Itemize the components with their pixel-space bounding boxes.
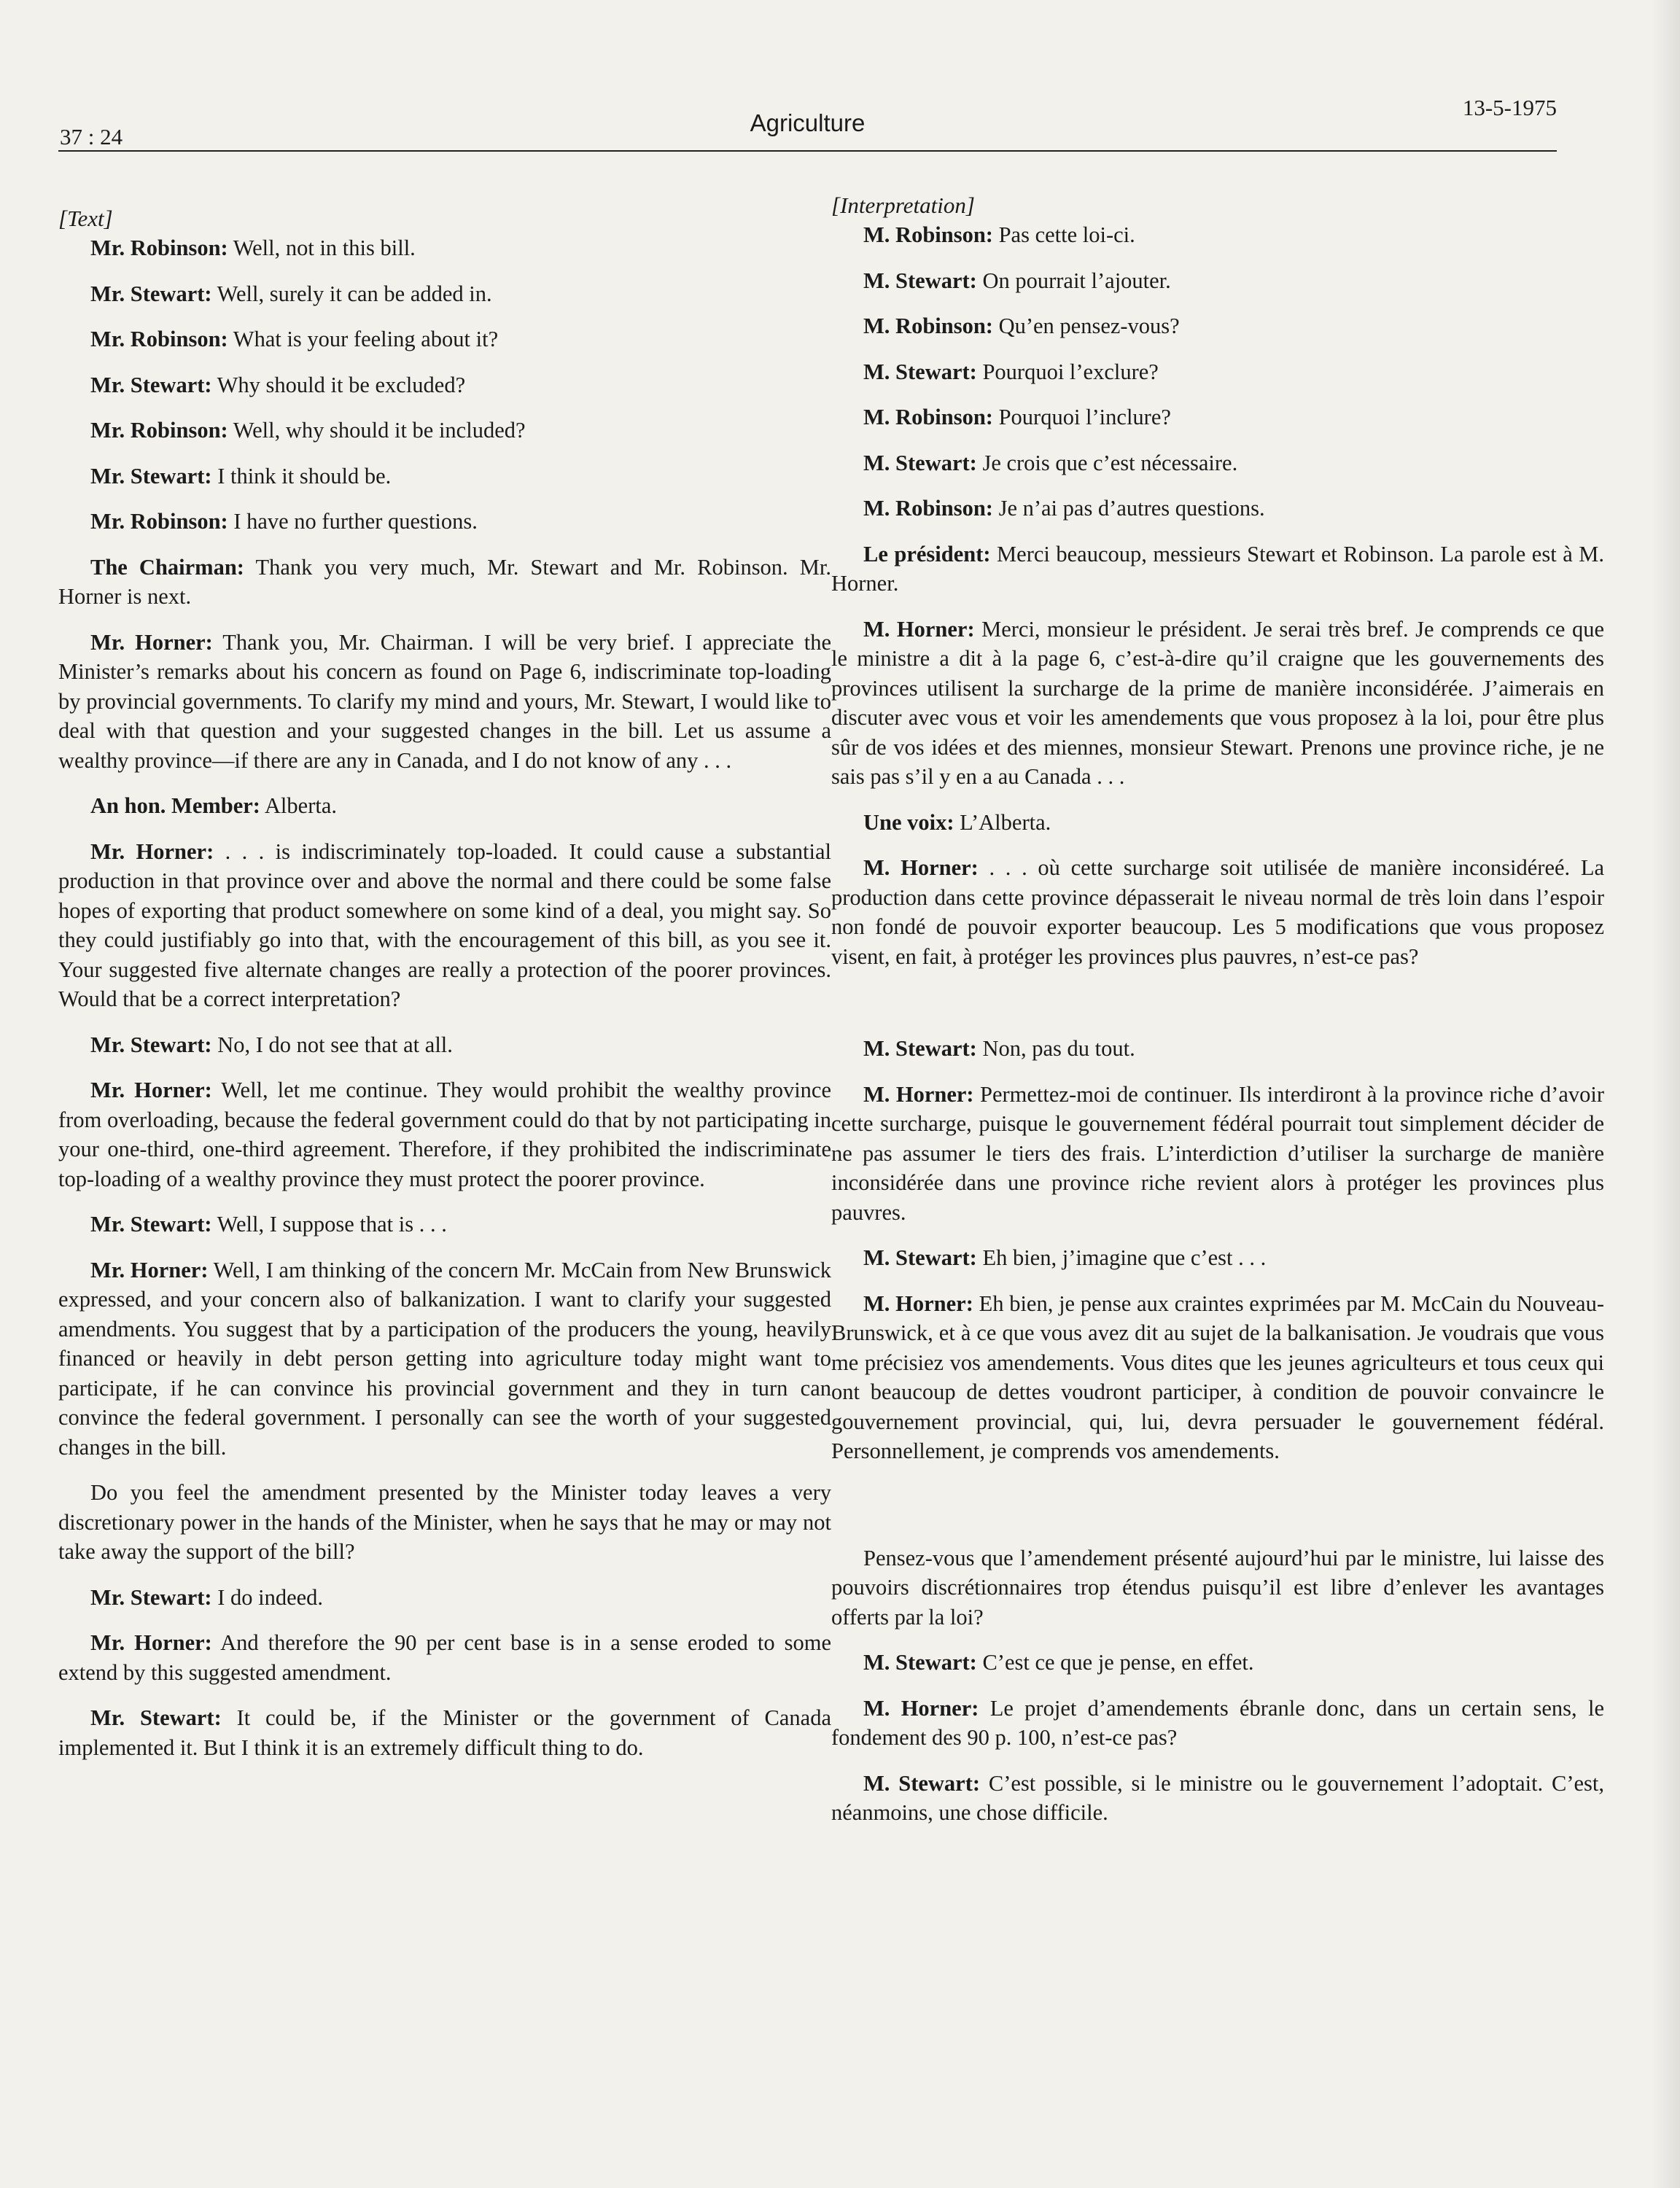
speech-text: Pourquoi l’exclure? <box>976 359 1159 384</box>
transcript-paragraph <box>58 233 831 263</box>
transcript-paragraph <box>831 615 1604 792</box>
speech-text: Eh bien, je pense aux craintes exprimées par M. McCain du Nouveau-Brunswick, et à ce que vous avez dit au sujet de la balkanisation. Je voudrais que vous me précisiez vos amendements. Vous dites que les jeunes agriculteurs et tous ceux qui ont beaucoup de dettes voudront participer, à condition de pouvoir convaincre le gouvernement provincial, qui, lui, devra persuader le gouvernement fédéral. Personnellement, je comprends vos amendements. <box>831 1290 1605 1463</box>
speaker-name: Mr. Robinson: <box>90 418 228 443</box>
speaker-name: Mr. Horner: <box>90 1078 212 1102</box>
page-title: Agriculture <box>750 109 866 136</box>
speech-text: . . . où cette surcharge soit utilisée de manière inconsidéreé. La production dans cette province dépasserait le niveau normal de très loin dans l’espoir non fondé de pouvoir exporter beaucoup. Les 5 modifications que vous proposez visent, en fait, à protéger les provinces plus pauvres, n’est-ce pas? <box>831 855 1604 969</box>
transcript-paragraph <box>831 808 1604 838</box>
speaker-name: Mr. Robinson: <box>90 327 228 351</box>
speaker-name: Mr. Horner: <box>90 629 213 655</box>
speech-text: C’est ce que je pense, en effet. <box>976 1650 1254 1675</box>
transcript-paragraph <box>831 220 1604 250</box>
page-header <box>58 95 1557 152</box>
transcript-paragraph <box>831 1543 1604 1632</box>
transcript-paragraph <box>831 540 1604 599</box>
speaker-name: An hon. Member: <box>90 793 260 818</box>
speech-text: I have no further questions. <box>228 509 478 534</box>
speaker-name: The Chairman: <box>90 554 244 580</box>
speaker-name: M. Horner: <box>863 1081 974 1107</box>
speech-text: Well, I suppose that is . . . <box>211 1212 447 1237</box>
transcript-paragraph <box>58 1628 831 1687</box>
speaker-name: Mr. Robinson: <box>90 235 228 260</box>
transcript-paragraph <box>58 324 831 354</box>
transcript-paragraph <box>58 1703 831 1762</box>
speaker-name: M. Stewart: <box>863 268 977 293</box>
speech-text: Qu’en pensez-vous? <box>992 314 1180 338</box>
column-spacer <box>831 1482 1604 1543</box>
speaker-name: M. Horner: <box>863 1290 973 1316</box>
transcript-paragraph <box>58 1030 831 1060</box>
transcript-paragraph <box>58 837 831 1014</box>
speech-text: Why should it be excluded? <box>211 372 466 397</box>
transcript-paragraph <box>831 494 1604 523</box>
transcript-paragraph <box>58 628 831 776</box>
section-label-interpretation: [Interpretation] <box>831 192 975 218</box>
speaker-name: Une voix: <box>863 809 954 835</box>
speech-text: Well, not in this bill. <box>228 235 416 260</box>
transcript-paragraph <box>831 1694 1604 1753</box>
speaker-name: M. Stewart: <box>863 359 977 384</box>
column-spacer <box>831 987 1604 1034</box>
speaker-name: Mr. Stewart: <box>90 1032 212 1057</box>
page-date: 13-5-1975 <box>1462 95 1557 120</box>
transcript-paragraph <box>58 1583 831 1613</box>
speaker-name: M. Stewart: <box>863 450 977 475</box>
transcript-paragraph <box>58 1478 831 1567</box>
speaker-name: M. Robinson: <box>863 496 993 521</box>
speech-text: Thank you very much, Mr. Stewart and Mr. Robinson. Mr. Horner is next. <box>58 554 831 609</box>
speaker-name: Mr. Horner: <box>90 1257 209 1282</box>
speaker-name: M. Stewart: <box>863 1650 977 1675</box>
speech-text: Well, let me continue. They would prohibit the wealthy province from overloading, because the federal government could do that by not participating in your one-third, one-third agreement. Therefore, if they prohibited the indiscriminate top-loading of a wealthy province they must protect the poorer province. <box>58 1078 832 1191</box>
speech-text: Pensez-vous que l’amendement présenté aujourd’hui par le ministre, lui laisse des pouvoirs discrétionnaires trop étendus puisqu’il est libre d’enlever les avantages offerts par la loi? <box>831 1545 1604 1630</box>
speaker-name: M. Stewart: <box>863 1245 977 1270</box>
speech-text: What is your feeling about it? <box>228 327 499 351</box>
speech-text: Je n’ai pas d’autres questions. <box>992 496 1265 521</box>
speaker-name: Mr. Horner: <box>90 1630 212 1655</box>
transcript-paragraph <box>831 448 1604 478</box>
page-number: 37 : 24 <box>60 124 123 149</box>
section-label-text: [Text] <box>58 206 113 231</box>
speech-text: . . . is indiscriminately top-loaded. It could cause a substantial production in that province over and above the normal and there could be some false hopes of exporting that product somewhere on some kind of a deal, you might say. So they could justifiably go into that, with the encouragement of this bill, as you see it. Your suggested five alternate changes are really a protection of the poorer provinces. Would that be a correct interpretation? <box>58 838 831 1011</box>
page-binding-shadow <box>1651 0 1680 2188</box>
speech-text: Merci beaucoup, messieurs Stewart et Robinson. La parole est à M. Horner. <box>831 541 1604 596</box>
speech-text: And therefore the 90 per cent base is in a sense eroded to some extend by this suggested amendment. <box>58 1630 831 1685</box>
transcript-paragraph <box>831 1769 1604 1828</box>
speaker-name: M. Stewart: <box>863 1036 977 1061</box>
speaker-name: M. Horner: <box>863 616 975 642</box>
speaker-name: Mr. Horner: <box>90 838 214 864</box>
english-column <box>58 204 831 1778</box>
transcript-paragraph <box>831 1080 1604 1228</box>
speaker-name: Le président: <box>863 541 991 567</box>
transcript-paragraph <box>831 853 1604 971</box>
transcript-paragraph <box>831 311 1604 341</box>
speaker-name: Mr. Stewart: <box>90 1584 212 1610</box>
speaker-name: Mr. Stewart: <box>90 372 212 397</box>
transcript-paragraph <box>831 1243 1604 1273</box>
transcript-paragraph <box>58 1210 831 1239</box>
speech-text: Well, surely it can be added in. <box>211 281 492 306</box>
transcript-paragraph <box>831 1289 1604 1466</box>
transcript-paragraph <box>58 1075 831 1194</box>
transcript-paragraph <box>831 357 1604 387</box>
speaker-name: M. Stewart: <box>863 1770 981 1796</box>
transcript-paragraph <box>58 553 831 612</box>
transcript-paragraph <box>58 1255 831 1463</box>
speech-text: Pourquoi l’inclure? <box>992 405 1171 429</box>
speaker-name: M. Horner: <box>863 855 979 880</box>
transcript-paragraph <box>831 266 1604 296</box>
speaker-name: M. Robinson: <box>863 405 993 429</box>
speech-text: C’est possible, si le ministre ou le gouvernement l’adoptait. C’est, néanmoins, une chose difficile. <box>831 1770 1605 1825</box>
transcript-paragraph <box>831 402 1604 432</box>
speaker-name: M. Horner: <box>863 1695 979 1721</box>
speech-text: Pas cette loi-ci. <box>992 222 1135 247</box>
transcript-paragraph <box>58 507 831 537</box>
speech-text: No, I do not see that at all. <box>211 1032 453 1057</box>
transcript-paragraph <box>58 791 831 821</box>
transcript-paragraph <box>58 279 831 309</box>
transcript-paragraph <box>58 370 831 400</box>
speech-text: Well, why should it be included? <box>228 418 526 443</box>
speech-text: I do indeed. <box>211 1584 324 1610</box>
speech-text: Le projet d’amendements ébranle donc, dans un certain sens, le fondement des 90 p. 100, n’est-ce pas? <box>831 1695 1604 1750</box>
speech-text: Well, I am thinking of the concern Mr. McCain from New Brunswick expressed, and your concern also of balkanization. I want to clarify your suggested amendments. You suggest that by a participation of the producers the young, heavily financed or heavily in debt person getting into agriculture today might want to participate, if he can convince his provincial government and they in turn can convince the federal government. I personally can see the worth of your suggested changes in the bill. <box>58 1257 831 1460</box>
speech-text: Eh bien, j’imagine que c’est . . . <box>976 1245 1267 1270</box>
speech-text: Non, pas du tout. <box>976 1036 1135 1061</box>
speaker-name: Mr. Stewart: <box>90 1212 212 1237</box>
speaker-name: M. Robinson: <box>863 314 993 338</box>
speech-text: Do you feel the amendment presented by the Minister today leaves a very discretionary power in the hands of the Minister, when he says that he may or may not take away the support of the bill? <box>58 1480 831 1564</box>
speech-text: Alberta. <box>260 793 337 818</box>
transcript-paragraph <box>58 416 831 445</box>
speech-text: Je crois que c’est nécessaire. <box>976 450 1238 475</box>
speech-text: L’Alberta. <box>954 809 1051 835</box>
speaker-name: Mr. Stewart: <box>90 463 212 488</box>
speaker-name: Mr. Stewart: <box>90 1705 222 1730</box>
transcript-paragraph <box>831 1034 1604 1064</box>
speech-text: Thank you, Mr. Chairman. I will be very brief. I appreciate the Minister’s remarks about his concern as found on Page 6, indiscriminate top-loading by provincial governments. To clarify my mind and yours, Mr. Stewart, I would like to deal with that question and your suggested changes in the bill. Let us assume a wealthy province—if there are any in Canada, and I do not know of any . . . <box>58 629 831 773</box>
speech-text: It could be, if the Minister or the government of Canada implemented it. But I think it is an extremely difficult thing to do. <box>58 1705 831 1760</box>
speech-text: Merci, monsieur le président. Je serai très bref. Je comprends ce que le ministre a dit à la page 6, c’est-à-dire qu’il craigne que les gouvernements des provinces utilisent la surcharge de la prime de manière inconsidérée. J’aimerais en discuter avec vous et voir les amendements que vous proposez à la loi, pour être plus sûr de vos idées et des miennes, monsieur Stewart. Prenons une province riche, je ne sais pas s’il y en a au Canada . . . <box>831 616 1604 789</box>
speaker-name: Mr. Robinson: <box>90 509 228 534</box>
speaker-name: Mr. Stewart: <box>90 281 212 306</box>
speaker-name: M. Robinson: <box>863 222 993 247</box>
speech-text: On pourrait l’ajouter. <box>976 268 1171 293</box>
speech-text: I think it should be. <box>211 463 392 488</box>
transcript-paragraph <box>58 462 831 491</box>
french-column <box>831 191 1604 1844</box>
speech-text: Permettez-moi de continuer. Ils interdiront à la province riche d’avoir cette surcharge, puisque le gouvernement fédéral pourrait tout simplement décider de ne pas assumer le tiers des frais. L’interdiction d’utiliser la surcharge de manière inconsidérée dans une province riche revient alors à protéger les provinces plus pauvres. <box>831 1081 1604 1225</box>
transcript-paragraph <box>831 1648 1604 1678</box>
